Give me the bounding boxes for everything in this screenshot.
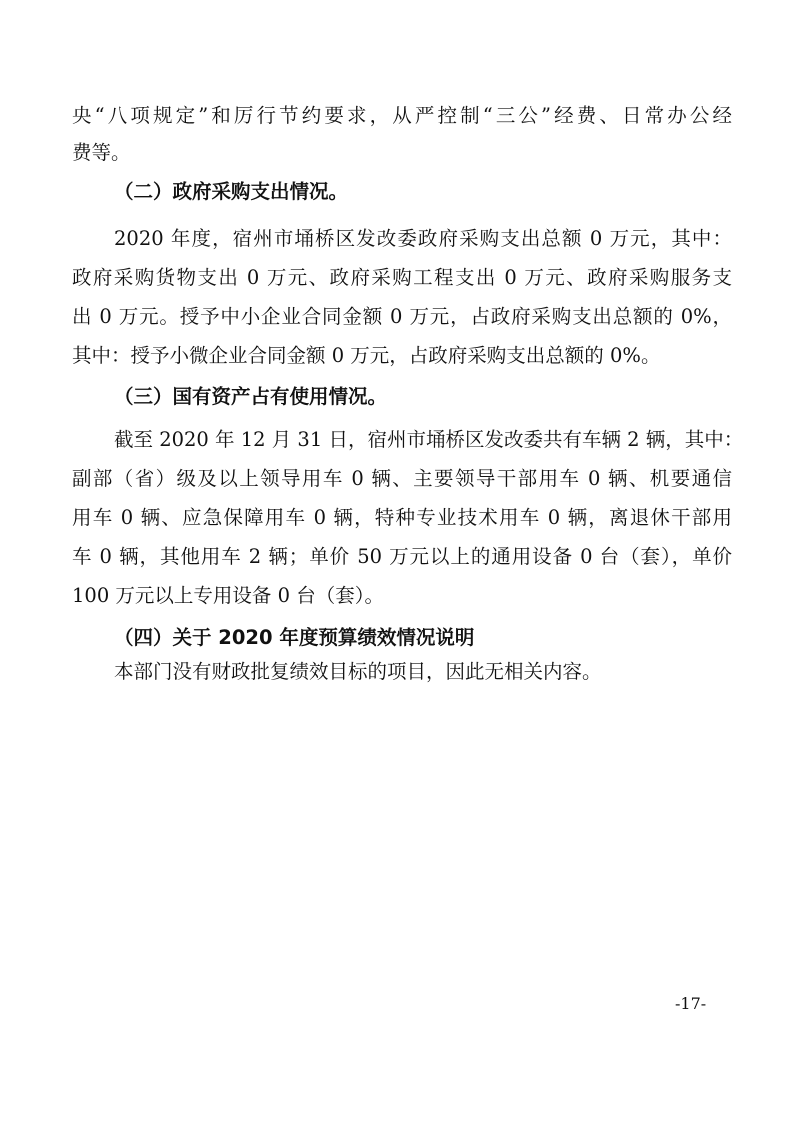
paragraph-line: 截至 2020 年 12 月 31 日，宿州市埇桥区发改委共有车辆 2 辆，其中： [114,428,744,451]
section-heading-performance: （四）关于 2020 年度预算绩效情况说明 [114,626,475,649]
paragraph-line: 政府采购货物支出 0 万元、政府采购工程支出 0 万元、政府采购服务支 [72,266,732,289]
paragraph-line: 2020 年度，宿州市埇桥区发改委政府采购支出总额 0 万元，其中： [114,227,732,250]
section-heading-assets: （三）国有资产占有使用情况。 [114,385,388,408]
paragraph-line: 车 0 辆，其他用车 2 辆；单价 50 万元以上的通用设备 0 台（套），单价 [72,545,732,568]
page-number: -17- [675,994,707,1013]
paragraph-line: 100 万元以上专用设备 0 台（套）。 [72,584,384,607]
paragraph-line: 出 0 万元。授予中小企业合同金额 0 万元，占政府采购支出总额的 0%， [72,305,732,328]
paragraph-line: 副部（省）级及以上领导用车 0 辆、主要领导干部用车 0 辆、机要通信 [72,467,732,490]
paragraph-line: 央“八项规定”和厉行节约要求，从严控制“三公”经费、日常办公经 [72,104,732,127]
paragraph-line: 用车 0 辆、应急保障用车 0 辆，特种专业技术用车 0 辆，离退休干部用 [72,506,732,529]
paragraph-line: 本部门没有财政批复绩效目标的项目，因此无相关内容。 [114,660,602,683]
paragraph-line: 其中：授予小微企业合同金额 0 万元，占政府采购支出总额的 0%。 [72,344,661,367]
paragraph-line: 费等。 [72,141,131,164]
section-heading-procurement: （二）政府采购支出情况。 [114,180,349,203]
